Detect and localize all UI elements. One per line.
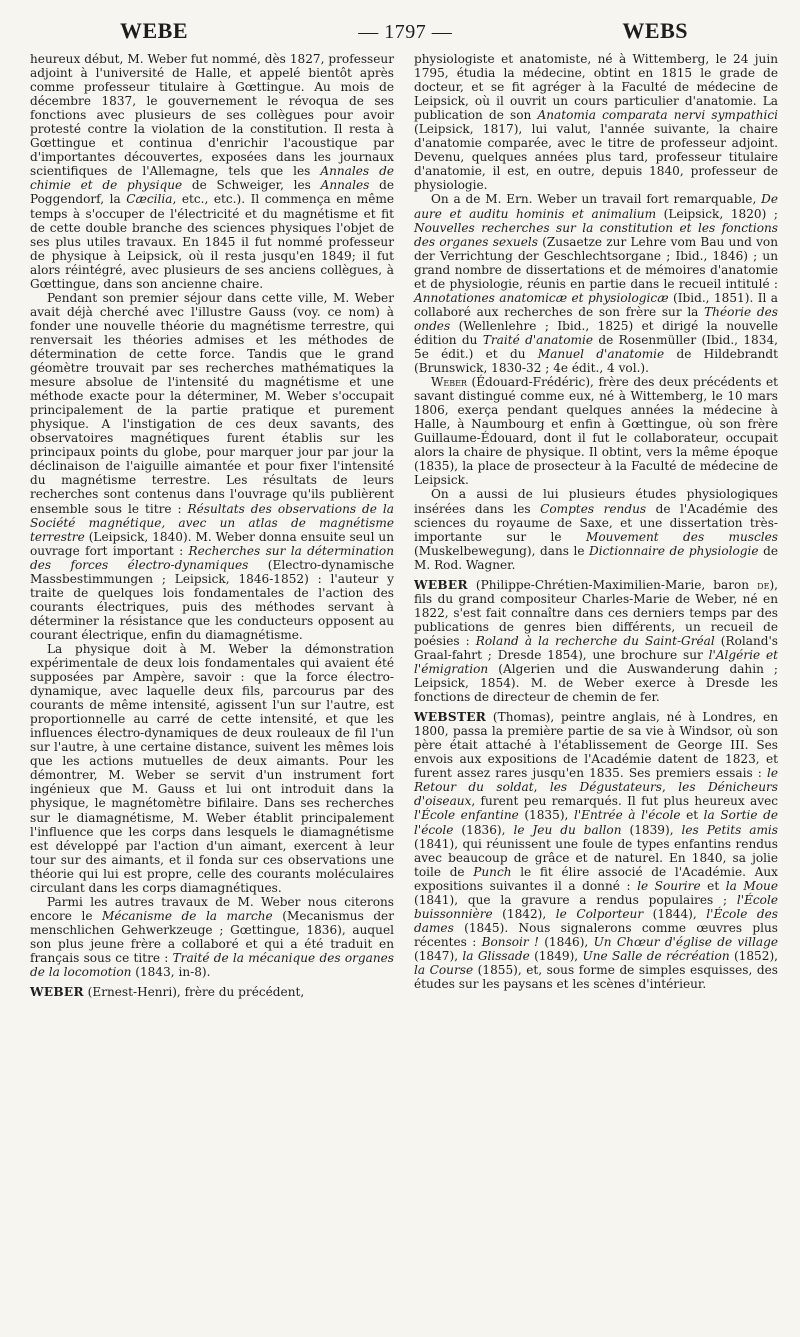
entry-headword: WEBER: [414, 577, 468, 592]
paragraph: Pendant son premier séjour dans cette ville, M. Weber avait déjà cherché avec l'illustre Gauss (voy. ce nom) à fonder une nouvelle théorie du magnétisme terrestre, qui renversait les théories admises et les méthodes de détermination de cette force. Tandis que le grand géomètre trouvait par ses recherches mathématiques la mesure absolue de l'intensité du magnétisme et une méthode exacte pour la déterminer, M. Weber s'occupait principalement de la partie pratique et purement physique. A l'instigation de ces deux savants, des observatoires magnétiques furent établis sur les principaux points du globe, pour marquer jour par jour la déclinaison de l'aiguille aimantée et pour fixer l'intensité du magnétisme terrestre. Les résultats de leurs recherches sont contenus dans l'ouvrage qu'ils publièrent ensemble sous le titre : Résultats des observations de la Société magnétique, avec un atlas de magnétisme terrestre (Leipsick, 1840). M. Weber donna ensuite seul un ouvrage fort important : Recherches sur la détermination des forces électro-dynamiques (Electro-dynamische Massbestimmungen ; Leipsick, 1846-1852) : l'auteur y traite de quelques lois fondamentales de l'action des courants électriques, puis des méthodes servant à déterminer la résistance que les conducteurs opposent au courant électrique, enfin du diamagnétisme.: [30, 290, 395, 642]
paragraph: physiologiste et anatomiste, né à Wittemberg, le 24 juin 1795, étudia la médecine, obtint en 1815 le grade de docteur, et se fit agréger à la Faculté de médecine de Leipsick, où il ouvrit un cours particulier d'anatomie. La publication de son Anatomia comparata nervi sympathici (Leipsick, 1817), lui valut, l'année suivante, la chaire d'anatomie comparée, avec le titre de professeur adjoint. Devenu, quelques années plus tard, professeur titulaire d'anatomie, il est, en outre, depuis 1840, professeur de physiologie.: [414, 52, 778, 193]
paragraph: heureux début, M. Weber fut nommé, dès 1827, professeur adjoint à l'université de Halle, et appelé bientôt après comme professeur titulaire à Gœttingue. Au mois de décembre 1837, le gouvernement le révoqua de ses fonctions avec plusieurs de ses collègues pour avoir protesté contre la violation de la constitution. Il resta à Gœttingue et continua d'enrichir l'acoustique par d'importantes découvertes, exposées dans les journaux scientifiques de l'Allemagne, tels que les Annales de chimie et de physique de Schweiger, les Annales de Poggendorf, la Cæcilia, etc., etc.). Il commença en même temps à s'occuper de l'électricité et du magnétisme et fit de cette double branche des sciences physiques l'objet de ses plus utiles travaux. En 1845 il fut nommé professeur de physique à Leipsick, où il resta jusqu'en 1849; il fut alors réintégré, avec plusieurs de ses anciens collègues, à Gœttingue, dans son ancienne chaire.: [30, 52, 394, 291]
entry-headword: WEBER: [30, 985, 84, 1000]
page-number: — 1797 —: [358, 21, 453, 43]
paragraph: On a de M. Ern. Weber un travail fort remarquable, De aure et auditu hominis et animalium (Leipsick, 1820) ; Nouvelles recherches sur la constitution et les fonctions des organes sexuels (Zusaetze zur Lehre vom Bau und von der Verrichtung der Geschlechtsorgane ; Ibid., 1846) ; un grand nombre de dissertations et de mémoires d'anatomie et de physiologie, réunis en partie dans le recueil intitulé : Annotationes anatomicæ et physiologicæ (Ibid., 1851). Il a collaboré aux recherches de son frère sur la Théorie des ondes (Wellenlehre ; Ibid., 1825) et dirigé la nouvelle édition du Traité d'anatomie de Rosenmüller (Ibid., 1834, 5e édit.) et du Manuel d'anatomie de Hildebrandt (Brunswick, 1830-32 ; 4e édit., 4 vol.).: [414, 192, 779, 376]
header-right-word: WEBS: [622, 18, 688, 43]
entry-webster-thomas: WEBSTER (Thomas), peintre anglais, né à Londres, en 1800, passa la première partie de sa vie à Windsor, où son père était attaché à l'établissement de George III. Ses envois aux expositions de l'Académie datent de 1823, et furent assez rares jusqu'en 1835. Ses premiers essais : le Retour du soldat, les Dégustateurs, les Dénicheurs d'oiseaux, furent peu remarqués. Il fut plus heureux avec l'École enfantine (1835), l'Entrée à l'école et la Sortie de l'école (1836), le Jeu du ballon (1839), les Petits amis (1841), qui réunissent une foule de types enfantins rendus avec beaucoup de grâce et de naturel. En 1840, sa jolie toile de Punch le fit élire associé de l'Académie. Aux expositions suivantes il a donné : le Sourire et la Moue (1841), que la gravure a rendus populaires ; l'École buissonnière (1842), le Colporteur (1844), l'École des dames (1845). Nous signalerons comme œuvres plus récentes : Bonsoir ! (1846), Un Chœur d'église de village (1847), la Glissade (1849), Une Salle de récréation (1852), la Course (1855), et, sous forme de simples esquisses, des études sur les paysans et les scènes d'intérieur.: [414, 710, 779, 992]
right-column: [414, 52, 778, 999]
paragraph: La physique doit à M. Weber la démonstration expérimentale de deux lois fondamentales qui avaient été supposées par Ampère, savoir : que la force électro-dynamique, avec laquelle deux fils, parcourus par des courants de même intensité, agissent l'un sur l'autre, est proportionnelle au carré de cette intensité, et que les influences électro-dynamiques de deux rouleaux de fil l'un sur l'autre, à une certaine distance, suivent les mêmes lois que les actions mutuelles de deux aimants. Pour les démontrer, M. Weber se servit d'un instrument fort ingénieux que M. Gauss et lui ont introduit dans la physique, le magnétomètre bifilaire. Dans ses recherches sur le diamagnétisme, M. Weber établit principalement l'influence que les corps dans lesquels le diamagnétisme est développé par l'action d'un aimant, exercent à leur tour sur des aimants, et il fonda sur ces observations une théorie qui lui est propre, celle des courants moléculaires circulant dans les corps diamagnétiques.: [30, 641, 394, 895]
paragraph: Parmi les autres travaux de M. Weber nous citerons encore le Mécanisme de la marche (Mecanismus der menschlichen Gehwerkzeuge ; Gœttingue, 1836), auquel son plus jeune frère a collaboré et qui a été traduit en français sous ce titre : Traité de la mécanique des organes de la locomotion (1843, in-8).: [30, 894, 394, 980]
paragraph: On a aussi de lui plusieurs études physiologiques insérées dans les Comptes rendus de l'Académie des sciences du royaume de Saxe, et une dissertation très-importante sur le Mouvement des muscles (Muskelbewegung), dans le Dictionnaire de physiologie de M. Rod. Wagner.: [414, 487, 778, 572]
entry-subname: Weber: [430, 375, 467, 390]
left-column: [30, 52, 394, 999]
header-left-word: WEBE: [120, 18, 189, 43]
two-column-body: [30, 52, 778, 999]
entry-weber-ernest-henri: WEBER (Ernest-Henri), frère du précédent,: [30, 985, 305, 1000]
running-header: [30, 0, 778, 43]
entry-headword: WEBSTER: [414, 710, 487, 725]
entry-weber-philippe: WEBER (Philippe-Chrétien-Maximilien-Marie, baron de), fils du grand compositeur Charles-Marie de Weber, né en 1822, s'est fait connaître dans ces derniers temps par des publications de genres bien différents, un recueil de poésies : Roland à la recherche du Saint-Gréal (Roland's Graal-fahrt ; Dresde 1854), une brochure sur l'Algérie et l'émigration (Algerien und die Auswanderung dahin ; Leipsick, 1854). M. de Weber exerce à Dresde les fonctions de directeur de chemin de fer.: [414, 577, 779, 705]
paragraph: Weber (Édouard-Frédéric), frère des deux précédents et savant distingué comme eux, né à Wittemberg, le 10 mars 1806, exerça pendant quelques années la médecine à Halle, à Naumbourg et enfin à Gœttingue, où son frère Guillaume-Édouard, dont il fut le collaborateur, occupait alors la chaire de physique. Il obtint, vers la même époque (1835), la place de prosecteur à la Faculté de médecine de Leipsick.: [414, 375, 778, 488]
